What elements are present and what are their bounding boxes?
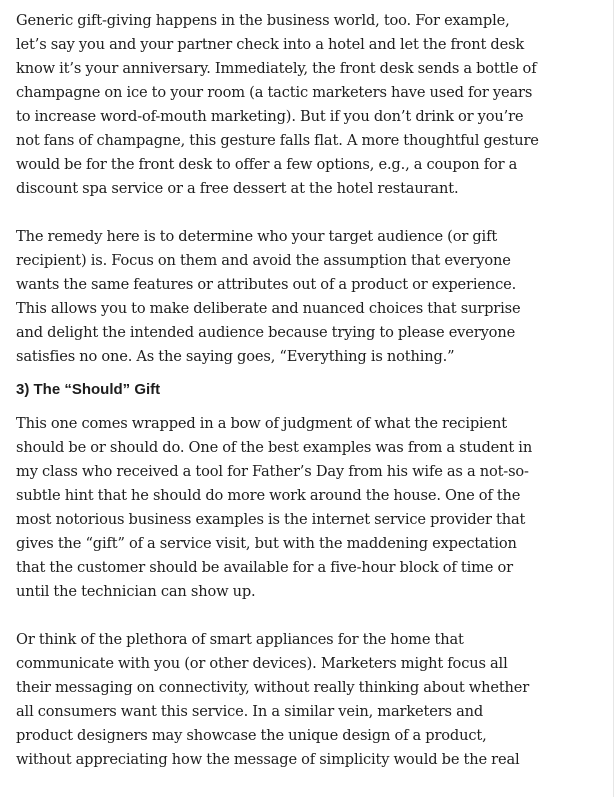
paragraph-line: should be or should do. One of the best examples was from a student in <box>16 439 533 456</box>
paragraph-should-gift <box>16 412 608 604</box>
section-heading-should-gift: 3) The “Should” Gift <box>16 381 161 398</box>
paragraph-line: communicate with you (or other devices). Marketers might focus all <box>16 655 508 672</box>
paragraph-line: This one comes wrapped in a bow of judgment of what the recipient <box>16 415 508 432</box>
paragraph-line: all consumers want this service. In a similar vein, marketers and <box>16 703 484 720</box>
paragraph-line: champagne on ice to your room (a tactic marketers have used for years <box>16 84 533 101</box>
paragraph-line: This allows you to make deliberate and nuanced choices that surprise <box>16 300 521 317</box>
paragraph-line: Or think of the plethora of smart appliances for the home that <box>16 631 464 648</box>
paragraph-generic-gift-giving <box>16 9 608 201</box>
paragraph-line: subtle hint that he should do more work around the house. One of the <box>16 487 521 504</box>
paragraph-line: not fans of champagne, this gesture falls flat. A more thoughtful gesture <box>16 132 539 149</box>
paragraph-line: know it’s your anniversary. Immediately, the front desk sends a bottle of <box>16 60 537 77</box>
paragraph-line: to increase word-of-mouth marketing). But if you don’t drink or you’re <box>16 108 524 125</box>
paragraph-line: that the customer should be available for a five-hour block of time or <box>16 559 513 576</box>
paragraph-line: would be for the front desk to offer a few options, e.g., a coupon for a <box>16 156 518 173</box>
paragraph-line: my class who received a tool for Father’s Day from his wife as a not-so- <box>16 463 529 480</box>
paragraph-line: discount spa service or a free dessert at the hotel restaurant. <box>16 180 459 197</box>
article-body <box>16 9 608 772</box>
paragraph-line: wants the same features or attributes out of a product or experience. <box>16 276 517 293</box>
paragraph-line: without appreciating how the message of simplicity would be the real <box>16 751 520 768</box>
paragraph-smart-appliances <box>16 628 608 772</box>
paragraph-line: product designers may showcase the unique design of a product, <box>16 727 487 744</box>
paragraph-line: until the technician can show up. <box>16 583 256 600</box>
paragraph-line: The remedy here is to determine who your target audience (or gift <box>16 228 498 245</box>
paragraph-line: satisfies no one. As the saying goes, “Everything is nothing.” <box>16 348 455 365</box>
paragraph-line: recipient) is. Focus on them and avoid the assumption that everyone <box>16 252 511 269</box>
paragraph-spacer <box>16 201 608 225</box>
paragraph-spacer <box>16 604 608 628</box>
paragraph-line: most notorious business examples is the internet service provider that <box>16 511 526 528</box>
paragraph-line: their messaging on connectivity, without really thinking about whether <box>16 679 530 696</box>
paragraph-line: gives the “gift” of a service visit, but with the maddening expectation <box>16 535 517 552</box>
paragraph-line: and delight the intended audience because trying to please everyone <box>16 324 516 341</box>
paragraph-remedy <box>16 225 608 369</box>
paragraph-line: let’s say you and your partner check into a hotel and let the front desk <box>16 36 525 53</box>
paragraph-line: Generic gift-giving happens in the business world, too. For example, <box>16 12 510 29</box>
